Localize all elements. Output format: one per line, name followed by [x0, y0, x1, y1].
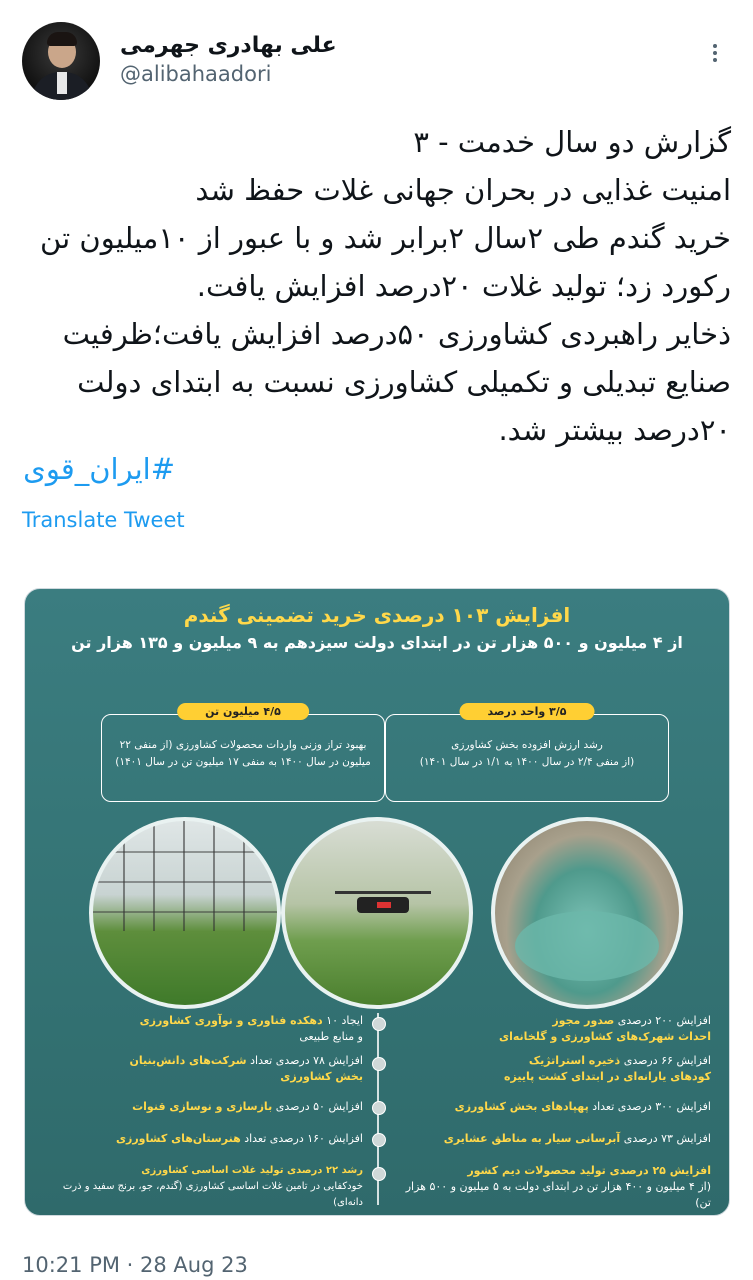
drone-icon — [357, 897, 409, 913]
tweet-media-image[interactable] — [24, 588, 730, 1216]
stat-text-left: بهبود تراز وزنی واردات محصولات کشاورزی (از منفی ۲۲ میلیون در سال ۱۴۰۰ به منفی ۱۷ میلیون تن در سال ۱۴۰۱) — [115, 739, 371, 768]
stat-pill-right: ۳/۵ واحد درصد — [460, 703, 595, 720]
fact-item: افزایش ۱۶۰ درصدی تعداد هنرستان‌های کشاورزی — [115, 1132, 363, 1145]
fact-item: رشد ۲۲ درصدی تولید غلات اساسی کشاورزی خودکفایی در تامین غلات اساسی کشاورزی (گندم، جو، برنج سفید و ذرت دانه‌ای) — [62, 1165, 363, 1208]
timeline-dot — [372, 1133, 386, 1147]
fact-item: افزایش ۳۰۰ درصدی تعداد پهپادهای بخش کشاورزی — [454, 1100, 711, 1113]
stat-panel-right — [385, 705, 669, 802]
tweet-timestamp[interactable]: 10:21 PM · 28 Aug 23 — [22, 1253, 248, 1277]
infographic-subtitle: از ۴ میلیون و ۵۰۰ هزار تن در ابتدای دولت سیزدهم به ۹ میلیون و ۱۳۵ هزار تن — [71, 633, 683, 652]
fact-item: افزایش ۵۰ درصدی بازسازی و نوسازی قنوات — [132, 1100, 363, 1113]
fact-item: افزایش ۷۳ درصدی آبرسانی سیار به مناطق عشایری — [443, 1132, 711, 1145]
fact-item: ایجاد ۱۰ دهکده فناوری و نوآوری کشاورزی و منابع طبیعی — [139, 1014, 363, 1043]
translate-tweet-link[interactable]: Translate Tweet — [22, 508, 185, 532]
qanat-tunnel-photo — [491, 817, 683, 1009]
greenhouse-photo — [89, 817, 281, 1009]
author-handle[interactable]: @alibahaadori — [120, 62, 272, 86]
hashtag-link[interactable]: #ایران_قوی — [23, 452, 175, 486]
fact-item: افزایش ۶۶ درصدی ذخیره استراتژیک کودهای یارانه‌ای در ابتدای کشت پاییزه — [504, 1054, 711, 1083]
fact-item: افزایش ۷۸ درصدی تعداد شرکت‌های دانش‌بنیان بخش کشاورزی — [129, 1054, 363, 1083]
stat-text-right: رشد ارزش افزوده بخش کشاورزی (از منفی ۲/۴ در سال ۱۴۰۰ به ۱/۱ در سال ۱۴۰۱) — [419, 739, 635, 768]
avatar-hair — [47, 32, 77, 46]
avatar-shirt — [57, 72, 67, 94]
tweet-text: گزارش دو سال خدمت - ۳ امنیت غذایی در بحران جهانی غلات حفظ شد خرید گندم طی ۲سال ۲برابر شد و با عبور از ۱۰میلیون تن رکورد زد؛ تولید غلات ۲۰درصد افزایش یافت. ذخایر راهبردی کشاورزی ۵۰درصد افزایش یافت؛ظرفیت صنایع تبدیلی و تکمیلی کشاورزی نسبت به ابتدای دولت ۲۰درصد بیشتر شد. — [40, 125, 731, 447]
drone-field-photo — [281, 817, 473, 1009]
timeline-dot — [372, 1057, 386, 1071]
more-options-icon[interactable] — [703, 41, 727, 65]
infographic-title: افزایش ۱۰۳ درصدی خرید تضمینی گندم — [183, 603, 571, 627]
author-name[interactable]: علی بهادری جهرمی — [120, 33, 337, 58]
timeline-dot — [372, 1017, 386, 1031]
stat-pill-left: ۴/۵ میلیون تن — [177, 703, 309, 720]
timeline-dot — [372, 1101, 386, 1115]
author-avatar[interactable] — [22, 22, 100, 100]
fact-item: افزایش ۲۵ درصدی تولید محصولات دیم کشور (از ۴ میلیون و ۴۰۰ هزار تن در ابتدای دولت به ۵ میلیون و ۵۰۰ هزار تن) — [405, 1164, 711, 1209]
stat-panel-left — [101, 705, 385, 802]
timeline-dot — [372, 1167, 386, 1181]
fact-item: افزایش ۲۰۰ درصدی صدور مجوز احداث شهرک‌های کشاورزی و گلخانه‌ای — [499, 1014, 711, 1043]
